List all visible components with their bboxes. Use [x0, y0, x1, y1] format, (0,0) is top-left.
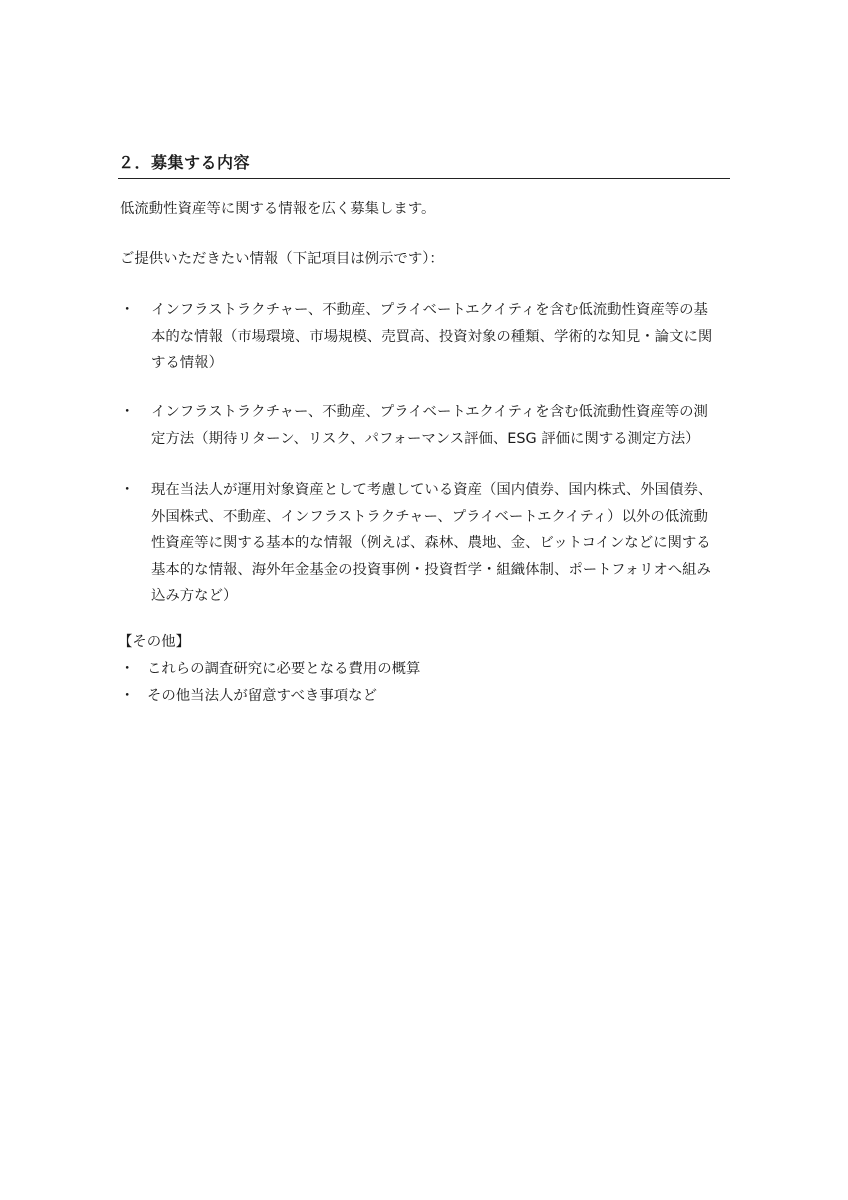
- info-item-line: する情報）: [151, 355, 223, 371]
- intro-text: 低流動性資産等に関する情報を広く募集します。: [120, 201, 436, 217]
- info-item-line: 本的な情報（市場環境、市場規模、売買高、投資対象の種類、学術的な知見・論文に関: [151, 328, 713, 345]
- info-item-line: インフラストラクチャー、不動産、プライベートエクイティを含む低流動性資産等の基: [151, 302, 708, 318]
- info-item-2: [151, 402, 741, 455]
- info-lead-text: ご提供いただきたい情報（下記項目は例示です）：: [120, 251, 444, 267]
- info-item-line: 性資産等に関する基本的な情報（例えば、森林、農地、金、ビットコインなどに関する: [151, 535, 711, 551]
- bullet-marker: ・: [120, 482, 135, 498]
- info-item-line: 現在当法人が運用対象資産として考慮している資産（国内債券、国内株式、外国債券、: [151, 482, 713, 498]
- info-item-line: 込み方など）: [151, 588, 238, 604]
- bullet-marker: ・: [120, 688, 135, 704]
- info-item-line: 基本的な情報、海外年金基金の投資事例・投資哲学・組織体制、ポートフォリオへ組み: [151, 561, 711, 578]
- bullet-marker: ・: [120, 404, 135, 420]
- info-item-line: 定方法（期待リターン、リスク、パフォーマンス評価、ESG 評価に関する測定方法）: [151, 430, 700, 447]
- info-item-1: [151, 300, 741, 380]
- bullet-marker: ・: [120, 661, 135, 677]
- other-item-2: その他当法人が留意すべき事項など: [147, 688, 377, 704]
- info-item-line: インフラストラクチャー、不動産、プライベートエクイティを含む低流動性資産等の測: [151, 404, 708, 420]
- info-item-3: [151, 480, 741, 613]
- other-title: 【その他】: [118, 634, 190, 650]
- info-item-line: 外国株式、不動産、インフラストラクチャー、プライベートエクイティ）以外の低流動: [151, 508, 708, 525]
- section-heading: ２．募集する内容: [118, 150, 730, 179]
- other-item-1: これらの調査研究に必要となる費用の概算: [147, 661, 421, 677]
- bullet-marker: ・: [120, 302, 135, 318]
